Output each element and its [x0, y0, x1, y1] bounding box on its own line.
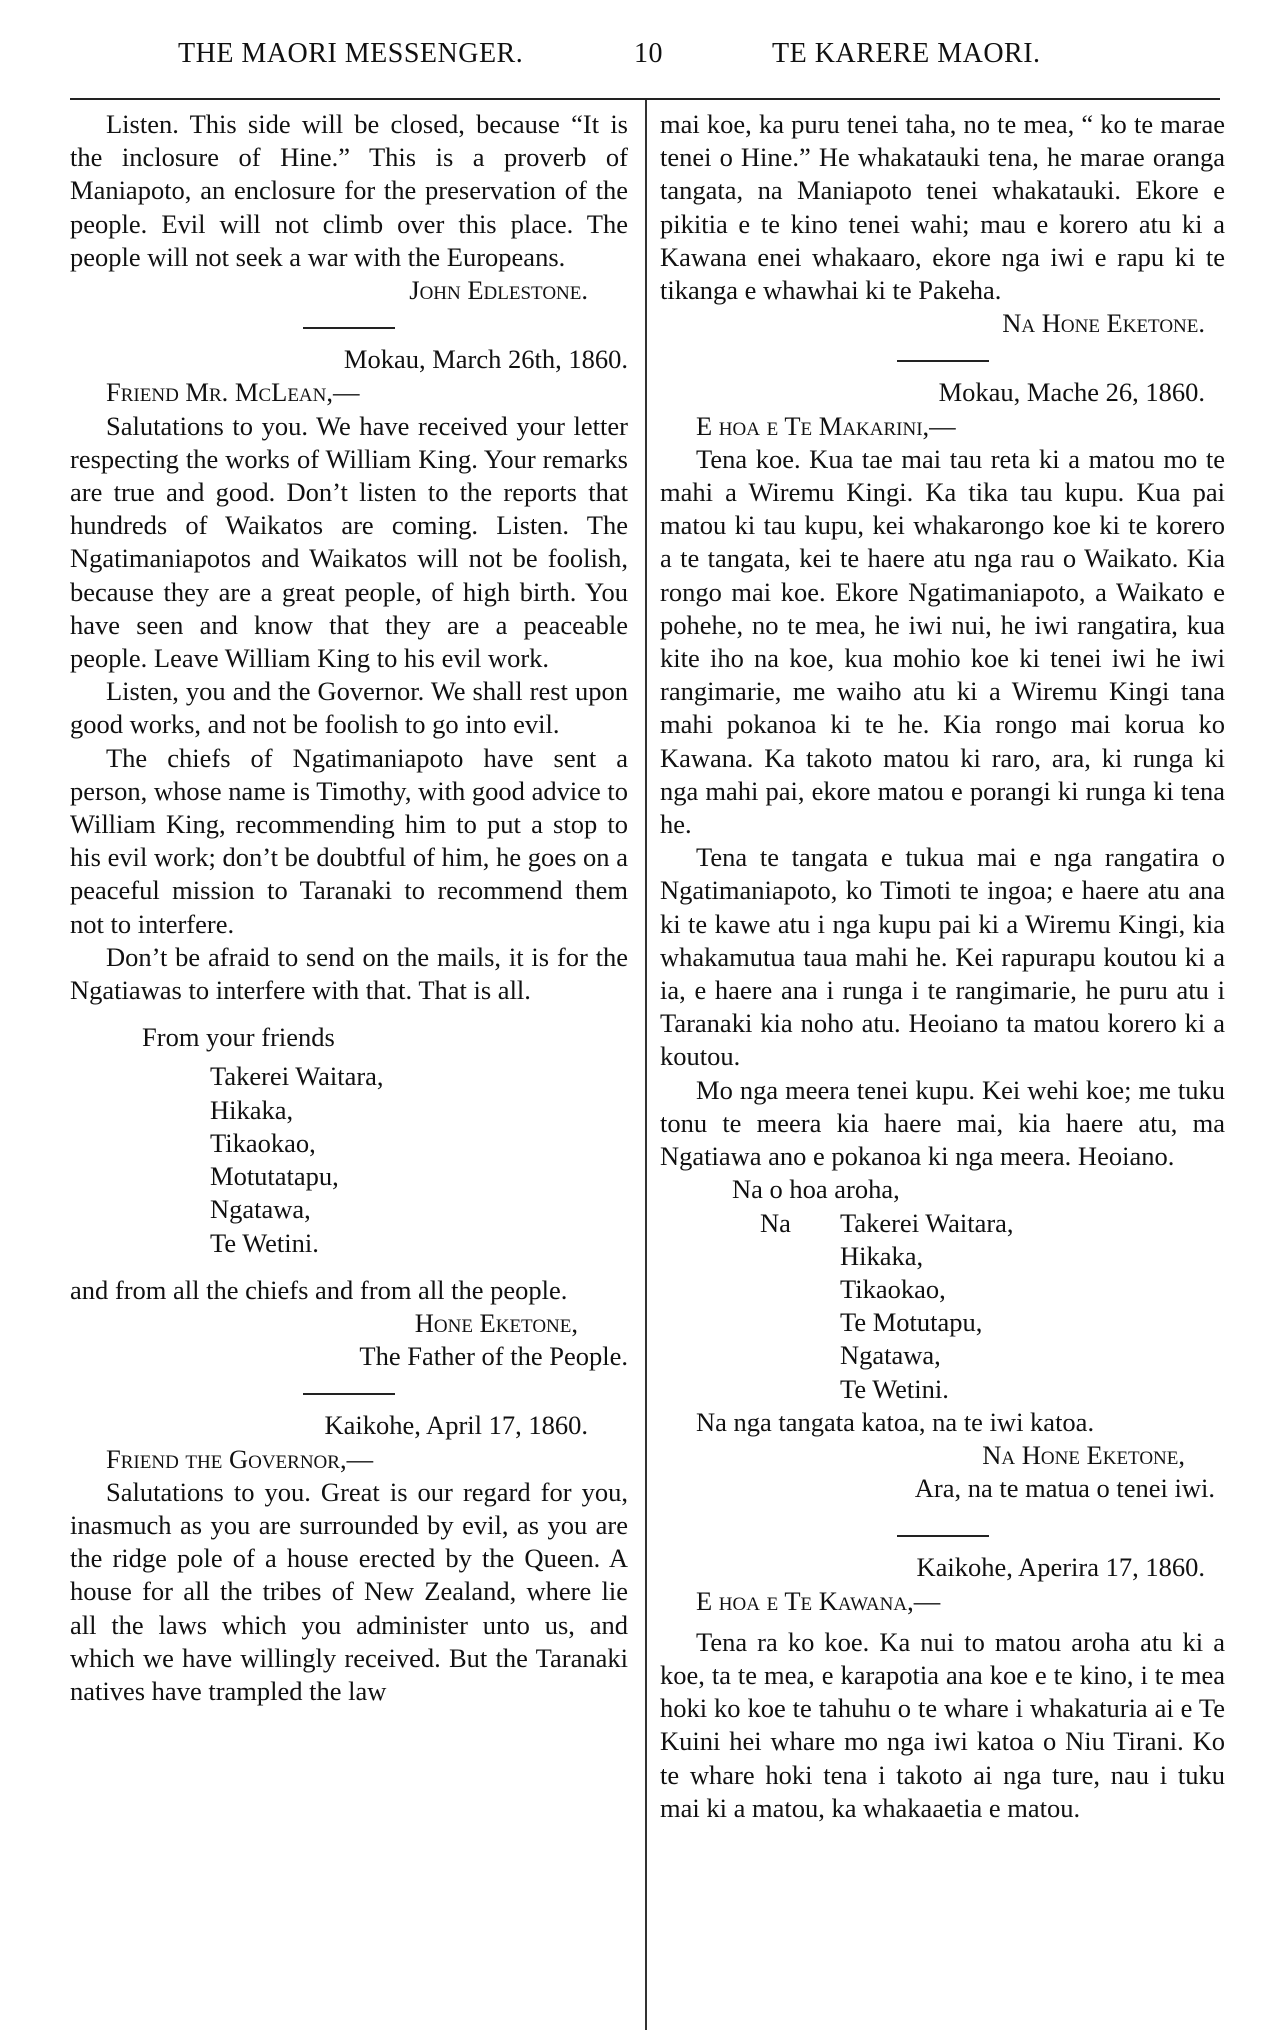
maori-letter1-from: Na o hoa aroha,	[732, 1174, 900, 1205]
signatory: Takerei Waitara,	[210, 1061, 384, 1092]
signatory: Hikaka,	[840, 1240, 924, 1271]
section-rule	[897, 1535, 989, 1537]
english-intro-paragraph: Listen. This side will be closed, because “It is the inclosure of Hine.” This is a proverb of Maniapoto, an enclosure for the preservation of the people. Evil will not climb over this place. The people will not seek a war with the Europeans.	[70, 109, 628, 272]
signatory: Ngatawa,	[210, 1194, 311, 1225]
english-letter2-paragraph-1: Salutations to you. Great is our regard for you, inasmuch as you are surrounded by evil, as you are the ridge pole of a house erected by the Queen. A house for all the tribes of New Zealand, where lie all the laws which you administer unto us, and which we have willingly received. But the Taranaki natives have trampled the law	[70, 1476, 628, 1706]
english-letter1-signatories	[70, 1060, 628, 1259]
signatory: Hikaka,	[210, 1094, 294, 1125]
section-rule	[897, 360, 989, 362]
english-letter1-paragraph-2: Listen, you and the Governor. We shall rest upon good works, and not be foolish to go into evil.	[70, 676, 628, 740]
signatory: Tikaokao,	[840, 1273, 946, 1304]
signatory: Takerei Waitara,	[840, 1207, 1014, 1238]
maori-letter1-closing: Na nga tangata katoa, na te iwi katoa.	[696, 1406, 1095, 1437]
maori-letter1-paragraph-2: Tena te tangata e tukua mai e nga rangatira o Ngatimaniapoto, ko Timoti te ingoa; e haere atu ana ki te kawe atu i nga kupu pai ki a Wiremu Kingi, kia whakamutua taua mahi he. Kei rapurapu koutou ki a ia, e haere ana i runga i te rangimarie, he puru atu i Taranaki kia noho atu. Heoiano ta matou korero ki a koutou.	[660, 842, 1225, 1072]
column-divider	[645, 100, 647, 2030]
maori-letter1-date: Mokau, Mache 26, 1860.	[938, 377, 1205, 408]
english-intro-signature: John Edlestone.	[409, 275, 588, 306]
maori-letter1-signatories	[660, 1207, 1225, 1406]
maori-letter1-signature: Na Hone Eketone,	[982, 1439, 1185, 1470]
maori-letter2-date: Kaikohe, Aperira 17, 1860.	[916, 1552, 1205, 1583]
english-letter1-signature: Hone Eketone,	[414, 1307, 578, 1338]
header-maori-title: TE KARERE MAORI.	[772, 38, 1041, 69]
signatory: Te Motutapu,	[840, 1307, 983, 1338]
english-letter2-salutation: Friend the Governor,—	[106, 1443, 374, 1474]
english-letter1-salutation: Friend Mr. McLean,—	[106, 377, 360, 408]
maori-column	[660, 108, 1225, 1825]
maori-intro-paragraph: mai koe, ka puru tenei taha, no te mea, “ ko te marae tenei o Hine.” He whakatauki tena, he marae oranga tangata, na Maniapoto tenei whakatauki. Ekore e pikitia e te kino tenei wahi; mau e korero atu ki a Kawana enei whakaaro, ekore nga iwi e rapu ki te tikanga e whawhai ki te Pakeha.	[660, 109, 1225, 306]
signatory: Te Wetini.	[840, 1373, 949, 1404]
english-letter1-from: From your friends	[142, 1022, 335, 1053]
english-letter1-paragraph-1: Salutations to you. We have received your letter respecting the works of William King. Your remarks are true and good. Don’t listen to the reports that hundreds of Waikatos are coming. Listen. The Ngatimaniapotos and Waikatos will not be foolish, because they are a great people, of high birth. You have seen and know that they are a peaceable people. Leave William King to his evil work.	[70, 410, 628, 674]
signatory: Motutatapu,	[210, 1161, 339, 1192]
signatory: Tikaokao,	[210, 1127, 316, 1158]
english-letter1-paragraph-4: Don’t be afraid to send on the mails, it is for the Ngatiawas to interfere with that. That is all.	[70, 941, 628, 1006]
english-letter1-signature-title: The Father of the People.	[359, 1341, 628, 1372]
section-rule	[303, 327, 395, 329]
maori-letter1-salutation: E hoa e Te Makarini,—	[696, 410, 956, 441]
english-column	[70, 108, 628, 1708]
maori-letter2-salutation: E hoa e Te Kawana,—	[696, 1585, 941, 1616]
header-english-title: THE MAORI MESSENGER.	[178, 38, 524, 69]
signatory: Ngatawa,	[840, 1340, 941, 1371]
maori-letter1-paragraph-1: Tena koe. Kua tae mai tau reta ki a matou mo te mahi a Wiremu Kingi. Ka tika tau kupu. Kua pai matou ki tau kupu, kei whakarongo koe ki te korero a te tangata, kei te haere atu nga rau o Waikato. Kia rongo mai koe. Ekore Ngatimaniapoto, a Waikato e pohehe, no te mea, he iwi nui, he iwi rangatira, kua kite iho na koe, kua mohio koe ki tenei iwi he iwi rangimarie, me waiho atu ki a Wiremu Kingi tana mahi pokanoa ki te he. Kia rongo mai korua ko Kawana. Ka takoto matou ki raro, ara, ki runga ki nga mahi pai, ekore matou e porangi ki runga ki tena he.	[660, 443, 1225, 840]
signatory: Te Wetini.	[210, 1227, 319, 1258]
page-header	[0, 38, 1280, 78]
maori-letter1-signature-title: Ara, na te matua o tenei iwi.	[914, 1473, 1215, 1504]
maori-letter2-paragraph-1: Tena ra ko koe. Ka nui to matou aroha atu ki a koe, ta te mea, e karapotia ana koe e te kino, i te mea hoki ko koe te tahuhu o te whare i whakaturia ai e Te Kuini hei whare mo nga iwi katoa o Niu Tirani. Ko te whare hoki tena i takoto ai nga ture, nau i tuku mai ki a matou, ka whakaaetia e matou.	[660, 1626, 1225, 1823]
english-letter2-date: Kaikohe, April 17, 1860.	[324, 1410, 588, 1441]
english-letter1-date: Mokau, March 26th, 1860.	[343, 344, 628, 375]
signatory-prefix: Na	[760, 1207, 791, 1238]
section-rule	[303, 1393, 395, 1395]
page-number: 10	[634, 38, 663, 69]
english-letter1-closing: and from all the chiefs and from all the people.	[70, 1274, 568, 1305]
maori-letter1-paragraph-3: Mo nga meera tenei kupu. Kei wehi koe; me tuku tonu te meera kia haere mai, kia haere atu, ma Ngatiawa ano e pokanoa ki nga meera. Heoiano.	[660, 1074, 1225, 1172]
english-letter1-paragraph-3: The chiefs of Ngatimaniapoto have sent a person, whose name is Timothy, with good advice to William King, recommending him to put a stop to his evil work; don’t be doubtful of him, he goes on a peaceful mission to Taranaki to recommend them not to interfere.	[70, 742, 628, 939]
maori-intro-signature: Na Hone Eketone.	[1002, 308, 1205, 339]
